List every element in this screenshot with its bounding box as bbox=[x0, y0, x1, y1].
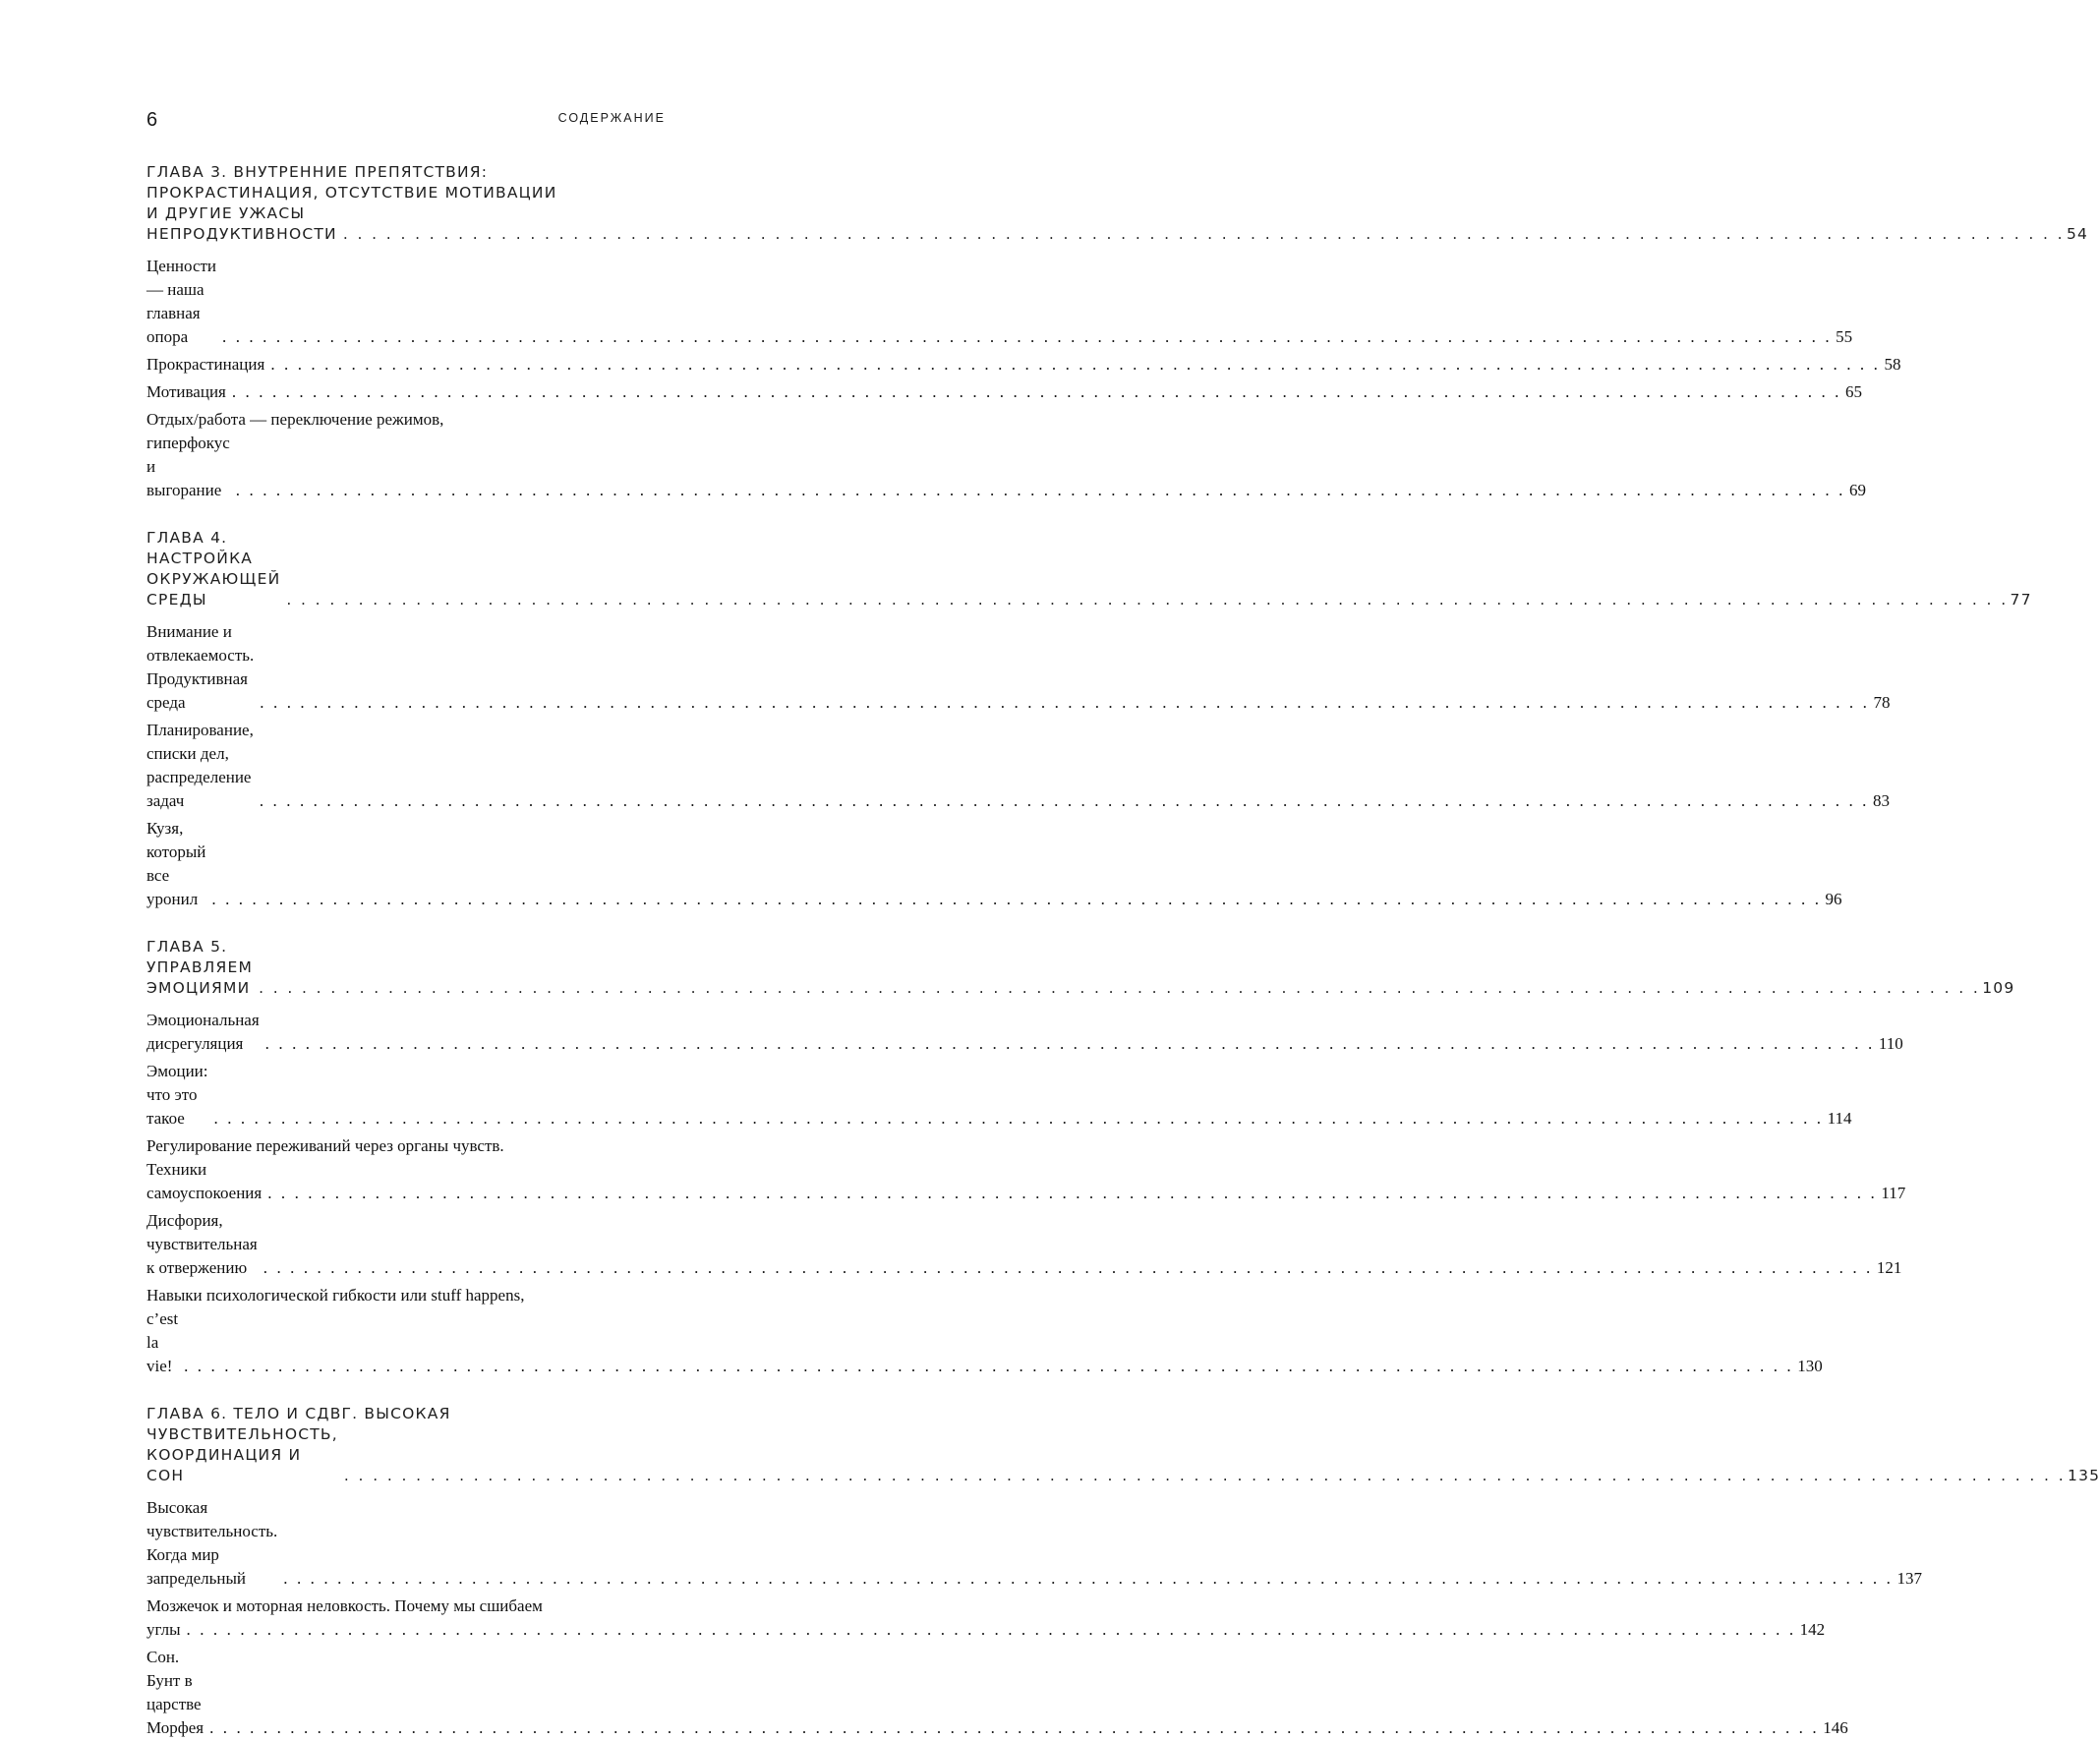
dot-leader: . . . . . . . . . . . . . . . . . . . . . . . . . . . . . . . . . . . . . . . . . . . . . . . . . . . . . . . . . . . . . . . . . . . . . . . . . . . . . . . . . . . . . . . . . . . . . . . . . . . . . . . . . . . . . . . . . . . . . . . . bbox=[211, 890, 1822, 908]
chapter-heading-page-number: 54 bbox=[2067, 225, 2089, 243]
toc-entry-page-number: 121 bbox=[1876, 1258, 1902, 1277]
toc-entry[interactable] bbox=[146, 380, 1863, 404]
toc-entry[interactable] bbox=[146, 1134, 1906, 1205]
chapter-heading-line: ГЛАВА 3. ВНУТРЕННИЕ ПРЕПЯТСТВИЯ: bbox=[146, 163, 489, 181]
table-of-contents bbox=[146, 162, 2100, 1740]
section-gap bbox=[146, 502, 668, 528]
chapter-heading-title: ЧУВСТВИТЕЛЬНОСТЬ, КООРДИНАЦИЯ И СОН bbox=[146, 1425, 338, 1484]
toc-entry-title: Дисфория, чувствительная к отвержению bbox=[146, 1211, 258, 1277]
toc-entry-page-number: 142 bbox=[1799, 1620, 1826, 1639]
dot-leader: . . . . . . . . . . . . . . . . . . . . . . . . . . . . . . . . . . . . . . . . . . . . . . . . . . . . . . . . . . . . . . . . . . . . . . . . . . . . . . . . . . . . . . . . . . . . . . . . . . . . . . . . . . . . . . . . . . . . . . . . bbox=[259, 791, 1869, 810]
toc-entry-title: Сон. Бунт в царстве Морфея bbox=[146, 1648, 204, 1737]
chapter-heading[interactable] bbox=[146, 937, 2015, 999]
dot-leader: . . . . . . . . . . . . . . . . . . . . . . . . . . . . . . . . . . . . . . . . . . . . . . . . . . . . . . . . . . . . . . . . . . . . . . . . . . . . . . . . . . . . . . . . . . . . . . . . . . . . . . . . . . . . . . . . . . . . . . . . bbox=[343, 1467, 2067, 1484]
dot-leader: . . . . . . . . . . . . . . . . . . . . . . . . . . . . . . . . . . . . . . . . . . . . . . . . . . . . . . . . . . . . . . . . . . . . . . . . . . . . . . . . . . . . . . . . . . . . . . . . . . . . . . . . . . . . . . . . . . . . . . . . bbox=[267, 1184, 1878, 1202]
chapter-heading-title: ГЛАВА 4. НАСТРОЙКА ОКРУЖАЮЩЕЙ СРЕДЫ bbox=[146, 529, 281, 609]
toc-entry-page-number: 96 bbox=[1825, 890, 1842, 908]
dot-leader: . . . . . . . . . . . . . . . . . . . . . . . . . . . . . . . . . . . . . . . . . . . . . . . . . . . . . . . . . . . . . . . . . . . . . . . . . . . . . . . . . . . . . . . . . . . . . . . . . . . . . . . . . . . . . . . . . . . . . . . . bbox=[259, 979, 1981, 997]
toc-entry-page-number: 110 bbox=[1878, 1034, 1903, 1053]
toc-entry-title: углы bbox=[146, 1620, 181, 1639]
toc-entry-page-number: 114 bbox=[1827, 1109, 1852, 1128]
dot-leader: . . . . . . . . . . . . . . . . . . . . . . . . . . . . . . . . . . . . . . . . . . . . . . . . . . . . . . . . . . . . . . . . . . . . . . . . . . . . . . . . . . . . . . . . . . . . . . . . . . . . . . . . . . . . . . . . . . . . . . . . bbox=[286, 591, 2009, 609]
dot-leader: . . . . . . . . . . . . . . . . . . . . . . . . . . . . . . . . . . . . . . . . . . . . . . . . . . . . . . . . . . . . . . . . . . . . . . . . . . . . . . . . . . . . . . . . . . . . . . . . . . . . . . . . . . . . . . . . . . . . . . . . bbox=[264, 1034, 1875, 1053]
toc-entry[interactable] bbox=[146, 353, 1901, 377]
toc-entry-page-number: 83 bbox=[1873, 791, 1890, 810]
chapter-heading-title: ГЛАВА 5. УПРАВЛЯЕМ ЭМОЦИЯМИ bbox=[146, 938, 254, 997]
dot-leader: . . . . . . . . . . . . . . . . . . . . . . . . . . . . . . . . . . . . . . . . . . . . . . . . . . . . . . . . . . . . . . . . . . . . . . . . . . . . . . . . . . . . . . . . . . . . . . . . . . . . . . . . . . . . . . . . . . . . . . . . bbox=[283, 1569, 1894, 1588]
chapter-heading[interactable] bbox=[146, 1404, 2100, 1486]
chapter-heading[interactable] bbox=[146, 162, 2089, 245]
toc-entry-title: Эмоциональная дисрегуляция bbox=[146, 1011, 260, 1053]
chapter-heading-line: ГЛАВА 6. ТЕЛО И СДВГ. ВЫСОКАЯ bbox=[146, 1405, 451, 1422]
toc-entry-page-number: 69 bbox=[1848, 481, 1866, 499]
page-number: 6 bbox=[146, 109, 158, 131]
toc-entry-title: Ценности — наша главная опора bbox=[146, 257, 217, 346]
dot-leader: . . . . . . . . . . . . . . . . . . . . . . . . . . . . . . . . . . . . . . . . . . . . . . . . . . . . . . . . . . . . . . . . . . . . . . . . . . . . . . . . . . . . . . . . . . . . . . . . . . . . . . . . . . . . . . . . . . . . . . . . bbox=[186, 1620, 1796, 1639]
toc-entry-page-number: 78 bbox=[1873, 693, 1891, 712]
toc-entry-line: Мозжечок и моторная неловкость. Почему мы сшибаем bbox=[146, 1596, 543, 1615]
dot-leader: . . . . . . . . . . . . . . . . . . . . . . . . . . . . . . . . . . . . . . . . . . . . . . . . . . . . . . . . . . . . . . . . . . . . . . . . . . . . . . . . . . . . . . . . . . . . . . . . . . . . . . . . . . . . . . . . . . . . . . . . bbox=[213, 1109, 1824, 1128]
toc-entry[interactable] bbox=[146, 1009, 1903, 1056]
dot-leader: . . . . . . . . . . . . . . . . . . . . . . . . . . . . . . . . . . . . . . . . . . . . . . . . . . . . . . . . . . . . . . . . . . . . . . . . . . . . . . . . . . . . . . . . . . . . . . . . . . . . . . . . . . . . . . . . . . . . . . . . bbox=[262, 1258, 1873, 1277]
toc-entry-title: Внимание и отвлекаемость. Продуктивная среда bbox=[146, 622, 255, 712]
toc-entry-line: Навыки психологической гибкости или stuff happens, bbox=[146, 1286, 525, 1305]
chapter-heading[interactable] bbox=[146, 528, 2032, 610]
dot-leader: . . . . . . . . . . . . . . . . . . . . . . . . . . . . . . . . . . . . . . . . . . . . . . . . . . . . . . . . . . . . . . . . . . . . . . . . . . . . . . . . . . . . . . . . . . . . . . . . . . . . . . . . . . . . . . . . . . . . . . . . bbox=[184, 1357, 1794, 1375]
toc-entry[interactable] bbox=[146, 1284, 1823, 1378]
section-gap bbox=[146, 1378, 668, 1404]
toc-entry[interactable] bbox=[146, 1595, 1826, 1642]
toc-entry[interactable] bbox=[146, 817, 1842, 911]
toc-entry-line: Регулирование переживаний через органы чувств. bbox=[146, 1136, 504, 1155]
toc-entry-title: Высокая чувствительность. Когда мир запредельный bbox=[146, 1498, 278, 1588]
toc-entry[interactable] bbox=[146, 620, 1891, 715]
chapter-heading-title: И ДРУГИЕ УЖАСЫ НЕПРОДУКТИВНОСТИ bbox=[146, 204, 337, 243]
toc-entry-page-number: 58 bbox=[1884, 355, 1901, 374]
toc-entry-title: c’est la vie! bbox=[146, 1309, 179, 1375]
toc-entry-title: гиперфокус и выгорание bbox=[146, 434, 230, 499]
toc-entry[interactable] bbox=[146, 1646, 1848, 1740]
section-gap bbox=[146, 911, 668, 937]
chapter-heading-page-number: 109 bbox=[1982, 979, 2015, 997]
dot-leader: . . . . . . . . . . . . . . . . . . . . . . . . . . . . . . . . . . . . . . . . . . . . . . . . . . . . . . . . . . . . . . . . . . . . . . . . . . . . . . . . . . . . . . . . . . . . . . . . . . . . . . . . . . . . . . . . . . . . . . . . bbox=[231, 382, 1842, 401]
toc-entry[interactable] bbox=[146, 255, 1853, 349]
dot-leader: . . . . . . . . . . . . . . . . . . . . . . . . . . . . . . . . . . . . . . . . . . . . . . . . . . . . . . . . . . . . . . . . . . . . . . . . . . . . . . . . . . . . . . . . . . . . . . . . . . . . . . . . . . . . . . . . . . . . . . . . bbox=[260, 693, 1870, 712]
toc-entry[interactable] bbox=[146, 719, 1890, 813]
toc-entry[interactable] bbox=[146, 1496, 1922, 1591]
toc-entry-page-number: 55 bbox=[1836, 327, 1853, 346]
toc-entry-title: Кузя, который все уронил bbox=[146, 819, 206, 908]
toc-entry-title: Эмоции: что это такое bbox=[146, 1062, 208, 1128]
running-head: СОДЕРЖАНИЕ bbox=[557, 111, 666, 125]
dot-leader: . . . . . . . . . . . . . . . . . . . . . . . . . . . . . . . . . . . . . . . . . . . . . . . . . . . . . . . . . . . . . . . . . . . . . . . . . . . . . . . . . . . . . . . . . . . . . . . . . . . . . . . . . . . . . . . . . . . . . . . . bbox=[209, 1718, 1820, 1737]
toc-entry-title: Планирование, списки дел, распределение задач bbox=[146, 721, 254, 810]
toc-entry-page-number: 146 bbox=[1823, 1718, 1848, 1737]
chapter-heading-page-number: 135 bbox=[2068, 1467, 2100, 1484]
toc-entry-title: Прокрастинация bbox=[146, 355, 265, 374]
toc-entry-title: Мотивация bbox=[146, 382, 226, 401]
toc-entry-page-number: 137 bbox=[1896, 1569, 1922, 1588]
dot-leader: . . . . . . . . . . . . . . . . . . . . . . . . . . . . . . . . . . . . . . . . . . . . . . . . . . . . . . . . . . . . . . . . . . . . . . . . . . . . . . . . . . . . . . . . . . . . . . . . . . . . . . . . . . . . . . . . . . . . . . . . bbox=[235, 481, 1845, 499]
toc-entry[interactable] bbox=[146, 1060, 1852, 1131]
chapter-heading-page-number: 77 bbox=[2010, 591, 2032, 609]
dot-leader: . . . . . . . . . . . . . . . . . . . . . . . . . . . . . . . . . . . . . . . . . . . . . . . . . . . . . . . . . . . . . . . . . . . . . . . . . . . . . . . . . . . . . . . . . . . . . . . . . . . . . . . . . . . . . . . . . . . . . . . . bbox=[222, 327, 1833, 346]
toc-entry-title: Техники самоуспокоения bbox=[146, 1160, 262, 1202]
toc-entry[interactable] bbox=[146, 1209, 1902, 1280]
dot-leader: . . . . . . . . . . . . . . . . . . . . . . . . . . . . . . . . . . . . . . . . . . . . . . . . . . . . . . . . . . . . . . . . . . . . . . . . . . . . . . . . . . . . . . . . . . . . . . . . . . . . . . . . . . . . . . . . . . . . . . . . bbox=[342, 225, 2065, 243]
toc-entry-page-number: 117 bbox=[1881, 1184, 1906, 1202]
chapter-heading-line: ПРОКРАСТИНАЦИЯ, ОТСУТСТВИЕ МОТИВАЦИИ bbox=[146, 184, 557, 202]
toc-entry-page-number: 65 bbox=[1845, 382, 1863, 401]
toc-entry-line: Отдых/работа — переключение режимов, bbox=[146, 410, 444, 429]
toc-entry-page-number: 130 bbox=[1797, 1357, 1823, 1375]
dot-leader: . . . . . . . . . . . . . . . . . . . . . . . . . . . . . . . . . . . . . . . . . . . . . . . . . . . . . . . . . . . . . . . . . . . . . . . . . . . . . . . . . . . . . . . . . . . . . . . . . . . . . . . . . . . . . . . . . . . . . . . . bbox=[270, 355, 1881, 374]
toc-entry[interactable] bbox=[146, 408, 1866, 502]
